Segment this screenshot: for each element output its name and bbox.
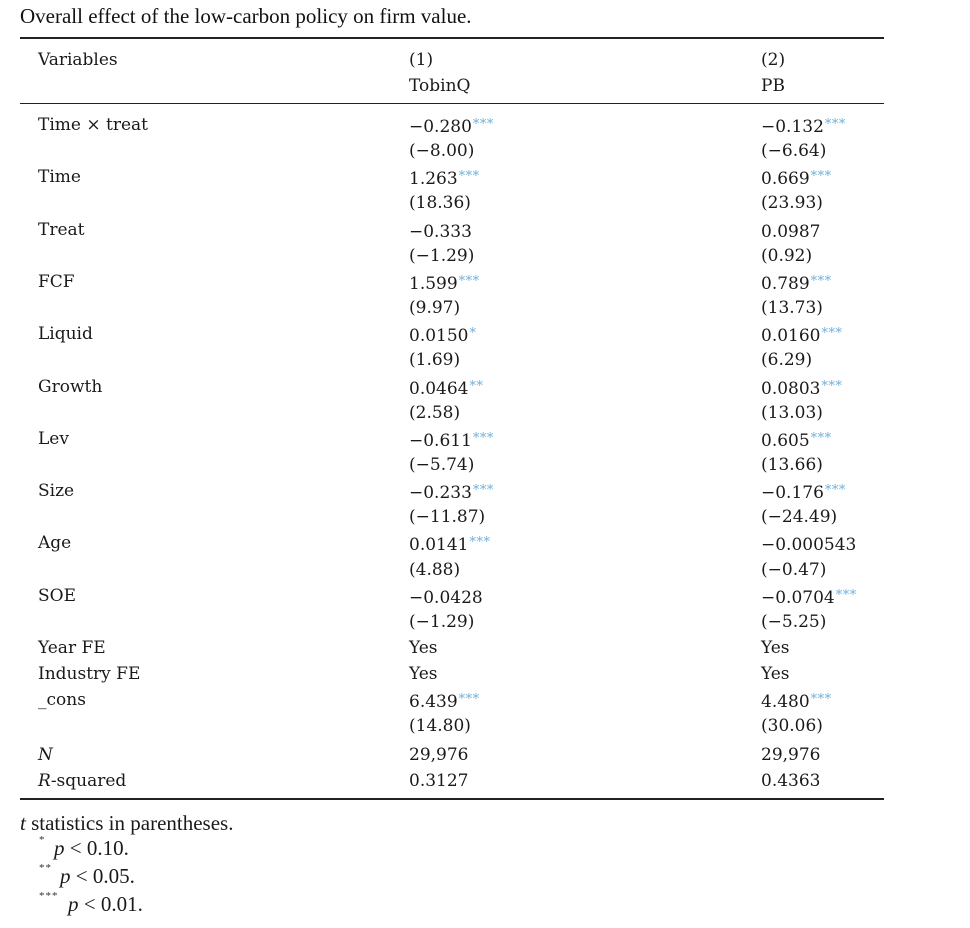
col2-coef-value: −0.0704 (761, 587, 835, 608)
row-variable: FCF (38, 271, 75, 292)
col2-tstat: (13.73) (761, 298, 823, 319)
note-sig-3-text (68, 892, 143, 917)
col1-coef-value: −0.280 (409, 117, 472, 137)
col2-coef-value: −0.132 (761, 117, 824, 137)
fe-row-label: Industry FE (38, 664, 141, 685)
col2-coef (761, 220, 821, 242)
col2-tstat: (−5.25) (761, 611, 827, 632)
col1-coef-value: 0.0464 (409, 378, 469, 399)
header-col2-number: (2) (761, 50, 786, 70)
col1-coef-value: −0.233 (409, 483, 472, 504)
col2-coef-stars: *** (810, 169, 832, 185)
top-rule (20, 37, 884, 39)
col1-tstat: (4.88) (409, 559, 461, 580)
col2-coef-stars: *** (824, 483, 846, 499)
col1-coef (409, 377, 483, 399)
row-variable: Time × treat (38, 115, 148, 135)
col1-tstat: (−1.29) (409, 611, 475, 632)
cons-col2-tstat: (30.06) (761, 716, 823, 737)
col2-tstat: (13.66) (761, 454, 823, 475)
note-sig-1-stars: * (39, 834, 46, 846)
note-sig-2-value: < 0.05. (70, 864, 135, 888)
col2-coef-value: 0.605 (761, 430, 810, 451)
cons-col1 (409, 690, 480, 712)
col2-tstat: (0.92) (761, 245, 813, 266)
note-sig-1-p: p (54, 836, 65, 860)
note-sig-2-text (60, 864, 135, 889)
col1-coef-stars: ** (469, 378, 484, 394)
col2-tstat: (−0.47) (761, 559, 827, 580)
col2-tstat: (23.93) (761, 193, 823, 214)
note-sig-3-p: p (68, 892, 79, 916)
note-sig-1 (20, 836, 233, 864)
cons-col1-value: 6.439 (409, 692, 458, 713)
col1-coef (409, 324, 476, 346)
col1-coef (409, 115, 494, 137)
fe-col2-value: Yes (761, 638, 790, 658)
header-variables: Variables (38, 50, 118, 70)
col2-coef-value: 0.0987 (761, 221, 821, 242)
col1-tstat: (18.36) (409, 193, 471, 214)
col2-coef-stars: *** (835, 587, 857, 603)
col2-coef-value: 0.669 (761, 169, 810, 190)
col1-tstat: (−8.00) (409, 141, 475, 162)
col1-coef-stars: *** (472, 117, 494, 132)
col2-coef-value: 0.0803 (761, 378, 821, 399)
col2-coef-value: 0.789 (761, 273, 810, 294)
fe-col2-value: Yes (761, 664, 790, 685)
col2-tstat: (13.03) (761, 402, 823, 423)
col1-coef-value: 0.0150 (409, 326, 469, 347)
col1-coef-stars: *** (472, 483, 494, 499)
stat-col1-value: 29,976 (409, 744, 469, 765)
fe-col1-value: Yes (409, 638, 438, 658)
col1-coef-value: −0.611 (409, 430, 472, 451)
col1-coef-value: 0.0141 (409, 535, 469, 556)
col2-tstat: (−24.49) (761, 507, 838, 528)
notes-main (20, 810, 233, 836)
note-sig-3-stars: *** (39, 890, 59, 902)
table-notes (20, 810, 233, 920)
col2-coef-stars: *** (810, 430, 832, 446)
notes-t-symbol: t (20, 811, 26, 835)
row-variable: Lev (38, 428, 69, 449)
row-variable: SOE (38, 585, 76, 606)
stat-col1-value: 0.3127 (409, 770, 469, 791)
stat-label: R-squared (38, 770, 127, 791)
note-sig-2-stars: ** (39, 862, 52, 874)
col1-tstat: (1.69) (409, 350, 461, 371)
col1-coef (409, 429, 494, 451)
col2-tstat: (6.29) (761, 350, 813, 371)
col1-coef-stars: *** (458, 273, 480, 289)
col1-coef-stars: * (469, 326, 477, 342)
col1-tstat: (−5.74) (409, 454, 475, 475)
cons-col2 (761, 690, 832, 712)
col2-coef-value: 0.0160 (761, 326, 821, 347)
cons-col2-stars: *** (810, 692, 832, 708)
col1-coef-stars: *** (458, 169, 480, 185)
col2-coef (761, 272, 832, 294)
row-variable: Treat (38, 219, 85, 240)
cons-col2-value: 4.480 (761, 692, 810, 713)
notes-main-text: statistics in parentheses. (25, 811, 234, 835)
fe-row-label: Year FE (38, 638, 106, 658)
col1-coef-stars: *** (469, 535, 491, 551)
col2-coef-stars: *** (821, 378, 843, 394)
col2-coef-value: −0.000543 (761, 535, 857, 556)
col1-coef (409, 533, 490, 555)
header-col1-number: (1) (409, 50, 434, 70)
col1-coef (409, 272, 480, 294)
note-sig-2 (20, 864, 233, 892)
col2-coef (761, 167, 832, 189)
stat-col2-value: 29,976 (761, 744, 821, 765)
col2-coef (761, 377, 842, 399)
col1-coef (409, 167, 480, 189)
stat-label: N (38, 744, 53, 765)
col1-coef-value: 1.263 (409, 169, 458, 190)
header-rule (20, 103, 884, 104)
col2-coef (761, 429, 832, 451)
bottom-rule (20, 798, 884, 800)
note-sig-1-value: < 0.10. (64, 836, 129, 860)
cons-col1-stars: *** (458, 692, 480, 708)
table-title: Overall effect of the low-carbon policy on firm value. (20, 4, 472, 28)
col2-coef-stars: *** (824, 117, 846, 132)
col2-coef (761, 533, 857, 555)
col1-tstat: (−1.29) (409, 245, 475, 266)
note-sig-3-value: < 0.01. (78, 892, 143, 916)
col2-coef (761, 481, 846, 503)
col2-tstat: (−6.64) (761, 141, 827, 162)
col1-coef-stars: *** (472, 430, 494, 446)
col2-coef-value: −0.176 (761, 483, 824, 504)
row-variable: Growth (38, 376, 103, 397)
col1-coef (409, 220, 473, 242)
header-col2-name: PB (761, 76, 785, 96)
col1-tstat: (9.97) (409, 298, 461, 319)
col2-coef (761, 324, 842, 346)
note-sig-1-text (54, 836, 129, 861)
cons-col1-tstat: (14.80) (409, 716, 471, 737)
row-variable: Time (38, 167, 81, 188)
col2-coef-stars: *** (810, 273, 832, 289)
fe-col1-value: Yes (409, 664, 438, 685)
col1-coef-value: −0.0428 (409, 587, 483, 608)
col2-coef (761, 586, 857, 608)
col1-coef-value: −0.333 (409, 221, 472, 242)
col2-coef-stars: *** (821, 326, 843, 342)
note-sig-3 (20, 892, 233, 920)
col1-coef-value: 1.599 (409, 273, 458, 294)
col1-tstat: (−11.87) (409, 507, 486, 528)
row-variable: Age (38, 533, 72, 554)
col2-coef (761, 115, 846, 137)
col1-coef (409, 586, 484, 608)
stat-col2-value: 0.4363 (761, 770, 821, 791)
note-sig-2-p: p (60, 864, 71, 888)
col1-tstat: (2.58) (409, 402, 461, 423)
row-variable: Size (38, 481, 75, 502)
row-variable: Liquid (38, 324, 93, 345)
col1-coef (409, 481, 494, 503)
header-col1-name: TobinQ (409, 76, 471, 96)
cons-label: _cons (38, 690, 86, 711)
